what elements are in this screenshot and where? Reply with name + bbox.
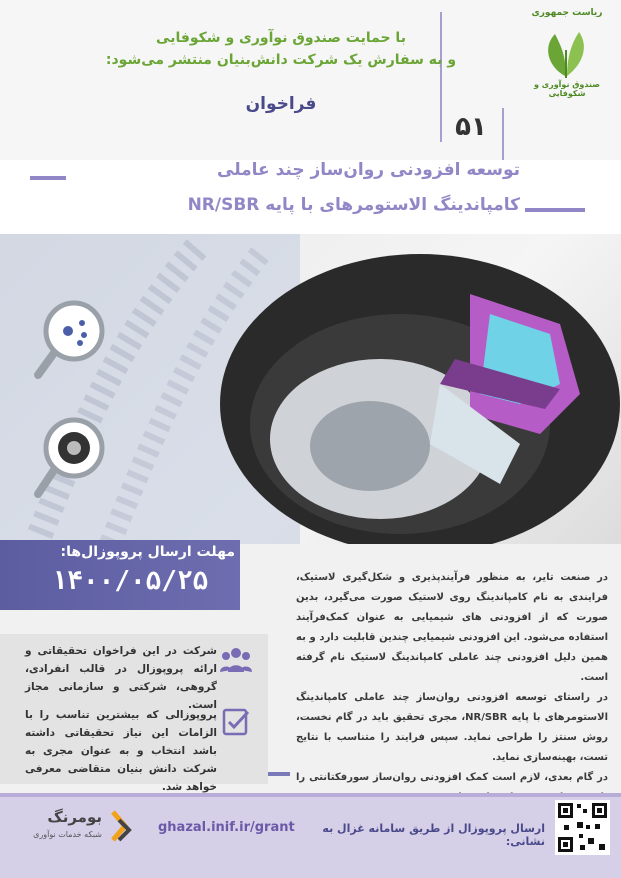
magnifier-tire [30, 410, 110, 505]
title-bar-left [30, 176, 66, 180]
tire-icon [30, 410, 110, 505]
call-number: ۵۱ [455, 112, 487, 142]
logo-bottom-text: صندوق نوآوری و شکوفایی [534, 80, 600, 98]
publisher-line: و به سفارش یک شرکت دانش‌بنیان منتشر می‌شود: [105, 52, 457, 68]
project-title-line-1: توسعه افزودنی روان‌ساز چند عاملی [217, 160, 520, 180]
submit-instructions: ارسال پروپوزال از طریق سامانه غزال به نشانی: [322, 822, 545, 848]
deadline-label: مهلت ارسال پروپوزال‌ها: [60, 544, 235, 560]
logo-top-text: ریاست جمهوری [531, 8, 603, 18]
magnifier-icon [30, 295, 110, 385]
brand-subtitle: شبکه خدمات نوآوری [33, 830, 102, 839]
condition-1: شرکت در این فراخوان تحقیقاتی و ارائه پروپوزال در قالب انفرادی، گروهی، شرکتی و سازمانی مجاز است. [25, 645, 217, 711]
submission-link[interactable]: ghazal.inif.ir/grant [158, 820, 295, 835]
brand-name: بومرنگ [47, 808, 102, 826]
project-title-line-2: کامپاندینگ الاستومرهای با پایه NR/SBR [187, 195, 520, 215]
description-paragraph: در گام بعدی، لازم است کمک افزودنی روان‌ساز سورفکتانتی را [296, 772, 608, 783]
sponsor-line: با حمایت صندوق نوآوری و شکوفایی [156, 30, 406, 46]
people-icon [220, 644, 252, 674]
description-paragraph: در صنعت تایر، به منظور فرآیندپذیری و شکل‌گیری لاستیک، فرایندی به نام کامپاندینگ روی لاستیک صورت می‌گیرد، بدین صورت که از افزودنی های شیمیایی به عنوان کمک‌فرآیند استفاده می‌شود. این افزودنی شیمیایی چندین قابلیت دارد و به همین دلیل افزودنی چند عاملی کامپاندینگ لاستیک نام گرفته است. [296, 572, 608, 683]
magnifier-molecule [30, 295, 110, 385]
check-document-icon [220, 706, 252, 738]
condition-2: پروپوزالی که بیشترین تناسب را با الزامات این نیاز تحقیقاتی داشته باشد انتخاب و به عنوان مجری به شرکت دانش بنیان متقاضی معرفی خواهد شد. [25, 709, 217, 793]
footer-strip [0, 793, 621, 797]
description [296, 568, 608, 808]
call-title: فراخوان [245, 94, 317, 114]
description-paragraph: در راستای توسعه افزودنی روان‌ساز چند عاملی کامپاندینگ الاستومرهای با پایه NR/SBR، مجری تحقیق باید در گام نخست، روش سنتز را طراحی نماید. سپس فرایند را متناسب با نتایج تست، بهینه‌سازی نماید. [296, 692, 609, 763]
title-bar-right [525, 208, 585, 212]
deadline-date: ۱۴۰۰/۰۵/۲۵ [51, 566, 209, 596]
qr-code-icon[interactable] [555, 800, 610, 855]
